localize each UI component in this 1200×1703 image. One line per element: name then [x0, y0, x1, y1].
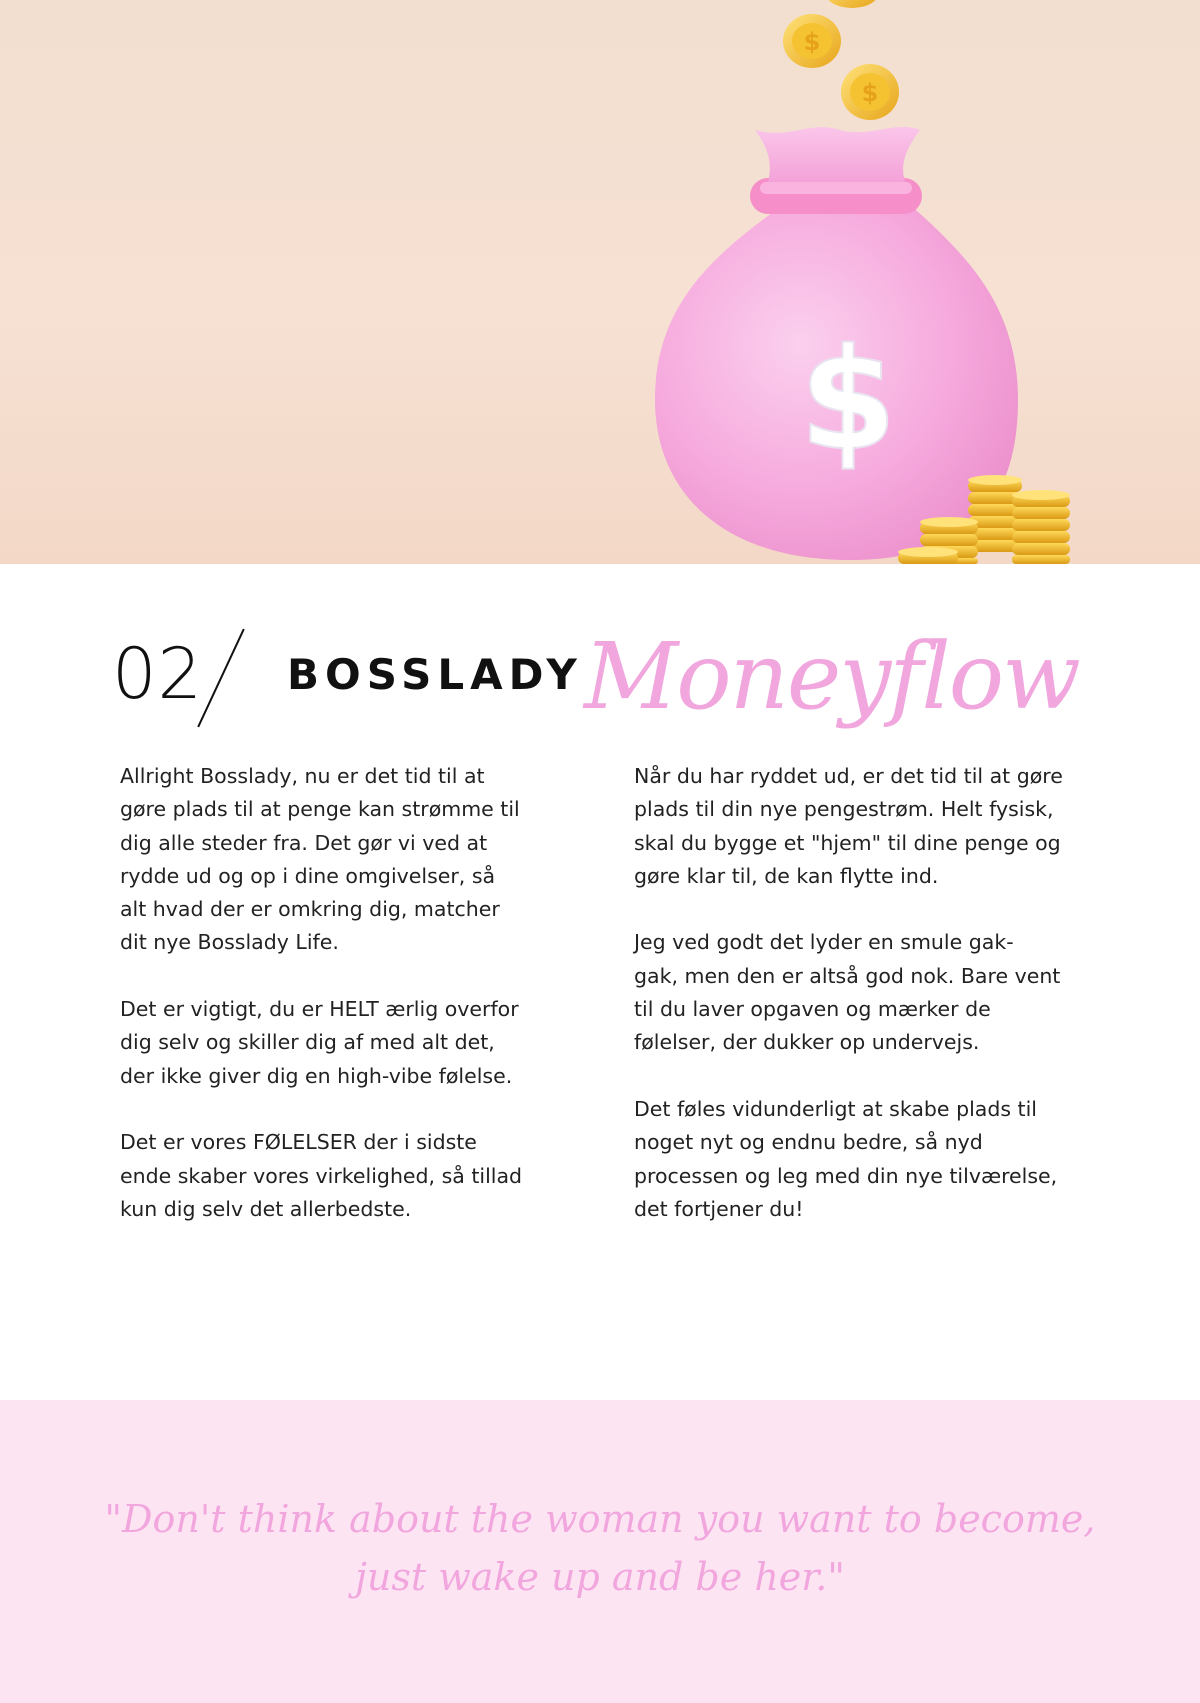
dollar-sign-icon — [799, 319, 896, 482]
body-paragraph: Det er vores FØLELSER der i sidste ende skaber vores virkelighed, så tillad kun dig selv det allerbedste. — [120, 1130, 523, 1221]
svg-text:$: $ — [799, 319, 897, 482]
body-column-right — [634, 760, 1074, 1259]
body-column-left — [120, 760, 560, 1259]
body-paragraph: Når du har ryddet ud, er det tid til at gøre plads til din nye pengestrøm. Helt fysisk, skal du bygge et "hjem" til dine penge og gøre klar til, de kan flytte ind. — [634, 764, 1063, 888]
quote-band — [0, 1400, 1200, 1703]
svg-text:$: $ — [861, 79, 879, 107]
gold-coin-icon — [826, 0, 878, 8]
body-paragraph: Det er vigtigt, du er HELT ærlig overfor dig selv og skiller dig af med alt det, der ikke giver dig en high-vibe følelse. — [120, 997, 519, 1088]
body-paragraph: Allright Bosslady, nu er det tid til at gøre plads til at penge kan strømme til dig alle steder fra. Det gør vi ved at rydde ud og op i dine omgivelser, så alt hvad der er omkring dig, matcher dit nye Bosslady Life. — [120, 764, 520, 955]
hero-image — [0, 0, 1200, 564]
heading-bold-word: BOSSLADY — [287, 650, 583, 699]
gold-coin-icon — [783, 14, 841, 68]
money-bag-illustration — [0, 0, 1200, 564]
quote-text: "Don't think about the woman you want to become, just wake up and be her." — [104, 1497, 1096, 1599]
heading-script-word: Moneyflow — [584, 623, 1079, 730]
gold-coin-icon — [841, 64, 899, 120]
body-paragraph: Det føles vidunderligt at skabe plads til noget nyt og endnu bedre, så nyd processen og leg med din nye tilværelse, det fortjener du! — [634, 1096, 1058, 1221]
section-heading — [0, 610, 1200, 750]
section-number: 02 — [112, 633, 204, 715]
heading-divider-slash — [197, 629, 244, 728]
svg-text:$: $ — [803, 28, 821, 56]
body-paragraph: Jeg ved godt det lyder en smule gak- gak, men den er altså god nok. Bare vent til du laver opgaven og mærker de følelser, der dukker op undervejs. — [634, 930, 1061, 1055]
money-bag-icon — [655, 127, 1018, 560]
